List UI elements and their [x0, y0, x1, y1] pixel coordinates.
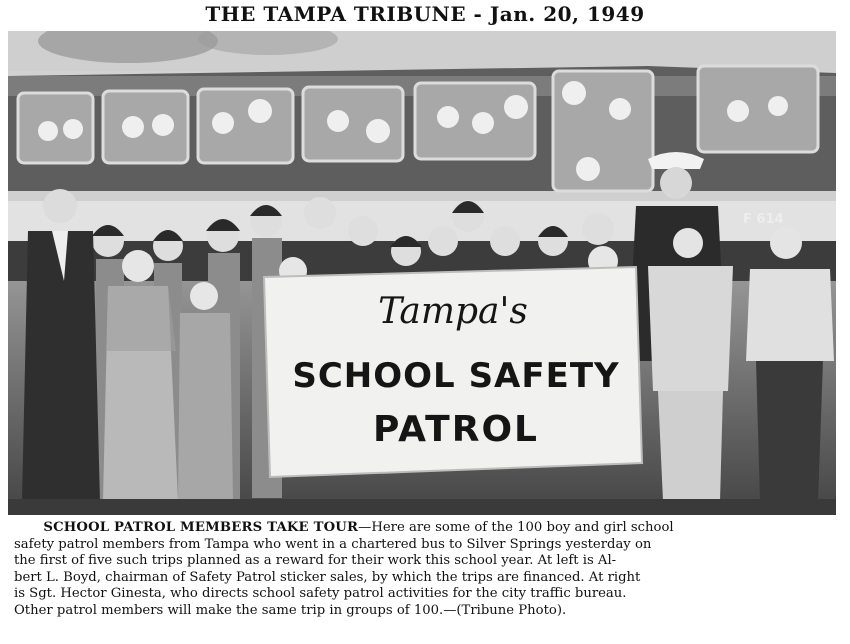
banner-line-school-safety: SCHOOL SAFETY [292, 356, 620, 396]
masthead-separator: - [466, 2, 490, 26]
caption-headline: SCHOOL PATROL MEMBERS TAKE TOUR [43, 520, 359, 535]
bus-number: F 614 [743, 212, 784, 227]
publication-date: Jan. 20, 1949 [489, 2, 645, 26]
photo-caption [14, 520, 836, 620]
caption-line-3: the first of five such trips planned as a reward for their work this school year. At left is Al- [14, 553, 617, 569]
photo-illustration [8, 31, 836, 515]
caption-line-1 [14, 520, 836, 537]
masthead [0, 2, 850, 26]
boy-right-1 [648, 228, 733, 501]
caption-line-4: bert L. Boyd, chairman of Safety Patrol sticker sales, by which the trips are financed. At right [14, 569, 641, 585]
adult-left [22, 189, 100, 501]
banner-line-tampas: Tampa's [378, 291, 528, 332]
news-photo [8, 31, 836, 515]
caption-line-2: safety patrol members from Tampa who went in a chartered bus to Silver Springs yesterday on [14, 536, 652, 552]
banner [264, 267, 642, 477]
caption-line-5: is Sgt. Hector Ginesta, who directs school safety patrol activities for the city traffic bureau. [14, 586, 627, 602]
newspaper-name: THE TAMPA TRIBUNE [205, 2, 467, 26]
banner-line-patrol: PATROL [373, 409, 539, 450]
caption-line-6: Other patrol members will make the same trip in groups of 100.—(Tribune Photo). [14, 602, 567, 618]
caption-text-1: —Here are some of the 100 boy and girl school [358, 520, 674, 535]
